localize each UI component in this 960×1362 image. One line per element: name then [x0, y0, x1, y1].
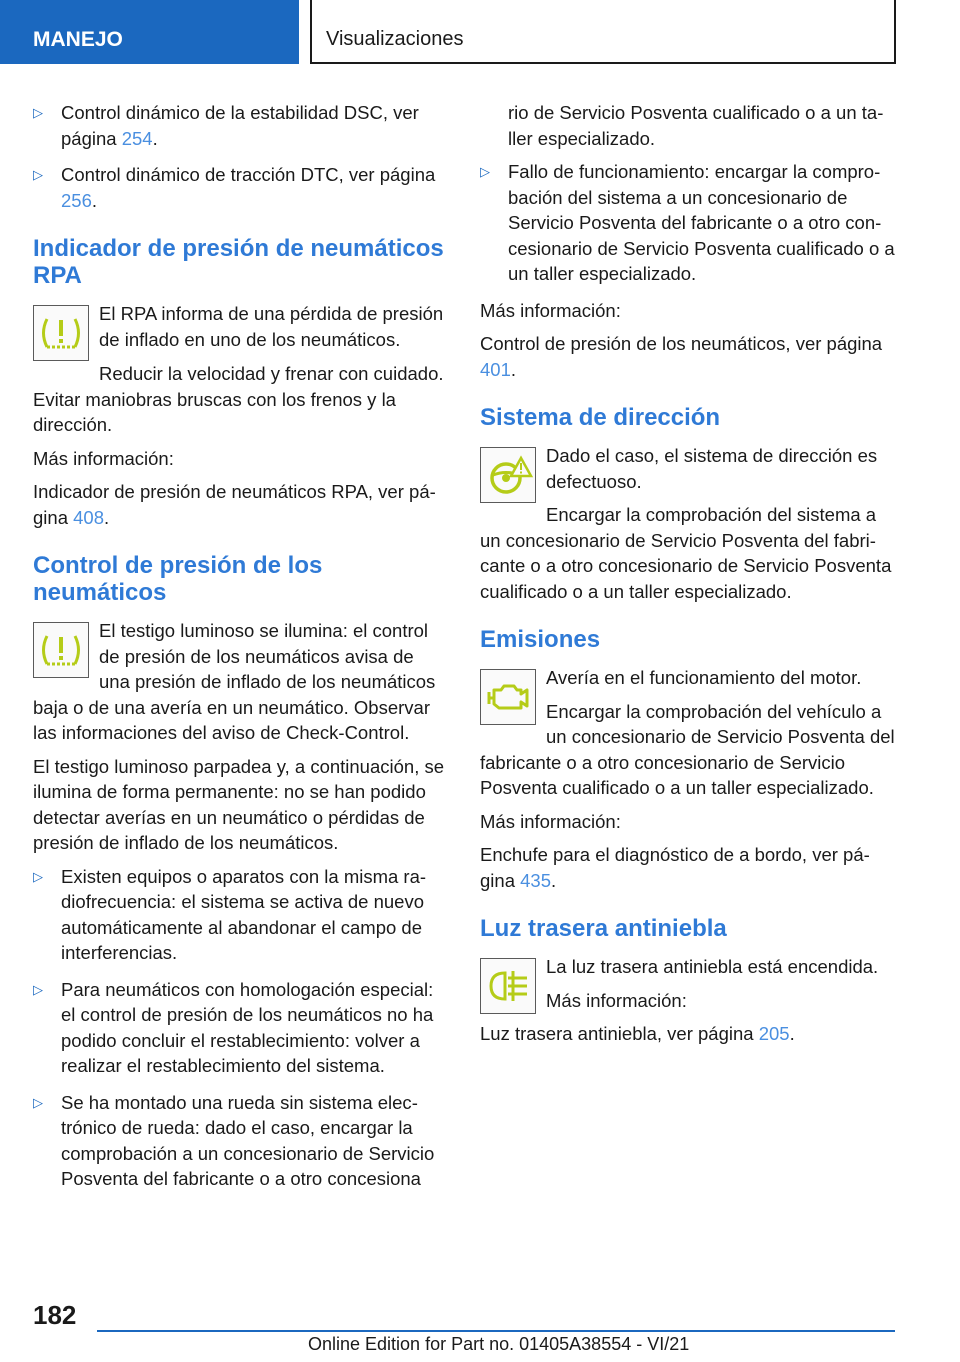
fog-block: La luz trasera antiniebla está encendida. Más información: Luz trasera antiniebla, ver página 205.: [480, 956, 879, 1044]
tpc-block: El testigo luminoso se ilumina: el control de presión de los neumáticos avisa de una presión de inflado de los neumáticos baja o de una avería en un neumático. Observar las informaciones del aviso de Check-Control.: [33, 620, 436, 743]
section-heading-fog: Luz trasera antiniebla: [480, 915, 727, 942]
page-link[interactable]: 435: [520, 869, 551, 891]
list-item: ▷ Control dinámico de la estabilidad DSC, ver página 254.: [33, 102, 419, 149]
edition-note: Online Edition for Part no. 01405A38554 - VI/21: [308, 1334, 690, 1354]
rear-fog-light-icon: [480, 958, 536, 1014]
triangle-bullet-icon: ▷: [33, 1094, 43, 1110]
left-column: ▷ Control dinámico de la estabilidad DSC, ver página 254. ▷ Control dinámico de tracción DTC, ver página 256. Indicador de presión de neumáticos RPA El RPA informa de una pérdida de presión de inflado en uno de los neumáticos. Reducir la velocidad y frenar con cuidado. Evitar maniobras bruscas con los frenos y la dirección. Más información: Indicador de presión de neumáticos RPA, ver página 408. Control de presión de los neumáticos El testigo luminoso se ilumina: el control de presión de los neumáticos avisa de una presión de inflado de los neumáticos baja o de una avería en un neumático. Observar las informaciones del aviso de Check-Control. El testigo luminoso parpadea y, a continuación, se ilumina de forma permanente: no se han podido detectar averías en un neumático o pérdidas de presión de inflado de los neumáticos. ▷ Existen equipos o aparatos con la misma radiofrecuencia: el sistema se activa de nuevo automáticamente al abandonar el campo de interferencias. ▷ Para neumáticos con homologación especial: el control de presión de los neumáticos no ha podido concluir el restablecimiento: volver a realizar el restablecimiento del sistema. ▷ Se ha montado una rueda sin sistema electrónico de rueda: dado el caso, encargar la comprobación a un concesionario de Servicio Posventa del fabricante o a otro concesiona: [33, 100, 448, 1203]
chapter-tab: MANEJO: [0, 0, 299, 64]
page-header: [0, 0, 960, 66]
section-title: Visualizaciones: [310, 0, 896, 64]
footer-divider: [97, 1330, 895, 1332]
tire-pressure-warning-icon: [33, 305, 89, 361]
tire-pressure-warning-icon: [33, 622, 89, 678]
triangle-bullet-icon: ▷: [480, 164, 490, 179]
list-item: ▷ Fallo de funcionamiento: encargar la comprobación del sistema a un concesionario de Servicio Posventa del fabricante o a otro concesionario de Servicio Posventa cualificado o a un taller especializado.: [480, 161, 895, 284]
list-item: ▷ Se ha montado una rueda sin sistema electrónico de rueda: dado el caso, encargar la comprobación a un concesionario de Servicio Posventa del fabricante o a otro concesiona: [33, 1091, 435, 1189]
list-item: ▷ Control dinámico de tracción DTC, ver página 256.: [33, 164, 436, 211]
section-heading-steering: Sistema de dirección: [480, 404, 721, 431]
section-heading-rpa: Indicador de presión de neumáticos RPA: [33, 235, 444, 289]
right-column: rio de Servicio Posventa cualificado o a un taller especializado. ▷ Fallo de funcionamiento: encargar la comprobación del sistema a un concesionario de Servicio Posventa del fabricante o a otro concesionario de Servicio Posventa cualificado o a un taller especializado. Más información: Control de presión de los neumáticos, ver página 401. Sistema de dirección Dado el caso, el sistema de dirección es defectuoso. Encargar la comprobación del sistema a un concesionario de Servicio Posventa del fabricante o a otro concesionario de Servicio Posventa cualificado o a un taller especializado. Emisiones Avería en el funcionamiento del motor. Encargar la comprobación del vehículo a un concesionario de Servicio Posventa del fabricante o a otro concesionario de Servicio Posventa cualificado o a un taller especializado. Más información: Enchufe para el diagnóstico de a bordo, ver página 435. Luz trasera antiniebla La luz trasera antiniebla está encendida. Más información: Luz trasera antiniebla, ver página 205.: [480, 100, 895, 1055]
section-heading-emissions: Emisiones: [480, 626, 601, 653]
page-link[interactable]: 408: [73, 506, 104, 528]
section-heading-tpc: Control de presión de los neumáticos: [33, 552, 323, 606]
list-item: ▷ Para neumáticos con homologación especial: el control de presión de los neumáticos no ha podido concluir el restablecimiento: volver a realizar el restablecimiento del sistema.: [33, 978, 434, 1076]
triangle-bullet-icon: ▷: [33, 167, 43, 182]
rpa-block: El RPA informa de una pérdida de presión de inflado en uno de los neumáticos.: [33, 301, 448, 361]
triangle-bullet-icon: ▷: [33, 105, 43, 120]
emissions-block: Avería en el funcionamiento del motor. Encargar la comprobación del vehículo a un concesionario de Servicio Posventa del fabricante o a otro concesionario de Servicio Posventa cualificado o a un taller especializado.: [480, 667, 895, 798]
page-link[interactable]: 205: [758, 1023, 790, 1044]
page-number: 182: [33, 1300, 77, 1330]
triangle-bullet-icon: ▷: [33, 981, 43, 997]
page-link[interactable]: 256: [61, 189, 92, 211]
steering-block: Dado el caso, el sistema de dirección es defectuoso. Encargar la comprobación del sistema a un concesionario de Servicio Posventa del fabricante o a otro concesionario de Servicio Posventa cualificado o a un taller especializado.: [480, 445, 892, 602]
engine-check-icon: [480, 669, 536, 725]
triangle-bullet-icon: ▷: [33, 868, 43, 884]
list-item: ▷ Existen equipos o aparatos con la misma radiofrecuencia: el sistema se activa de nuevo automáticamente al abandonar el campo de interferencias.: [33, 865, 427, 963]
page-link[interactable]: 401: [480, 358, 511, 380]
page-link[interactable]: 254: [121, 127, 153, 149]
steering-warning-icon: [480, 447, 536, 503]
